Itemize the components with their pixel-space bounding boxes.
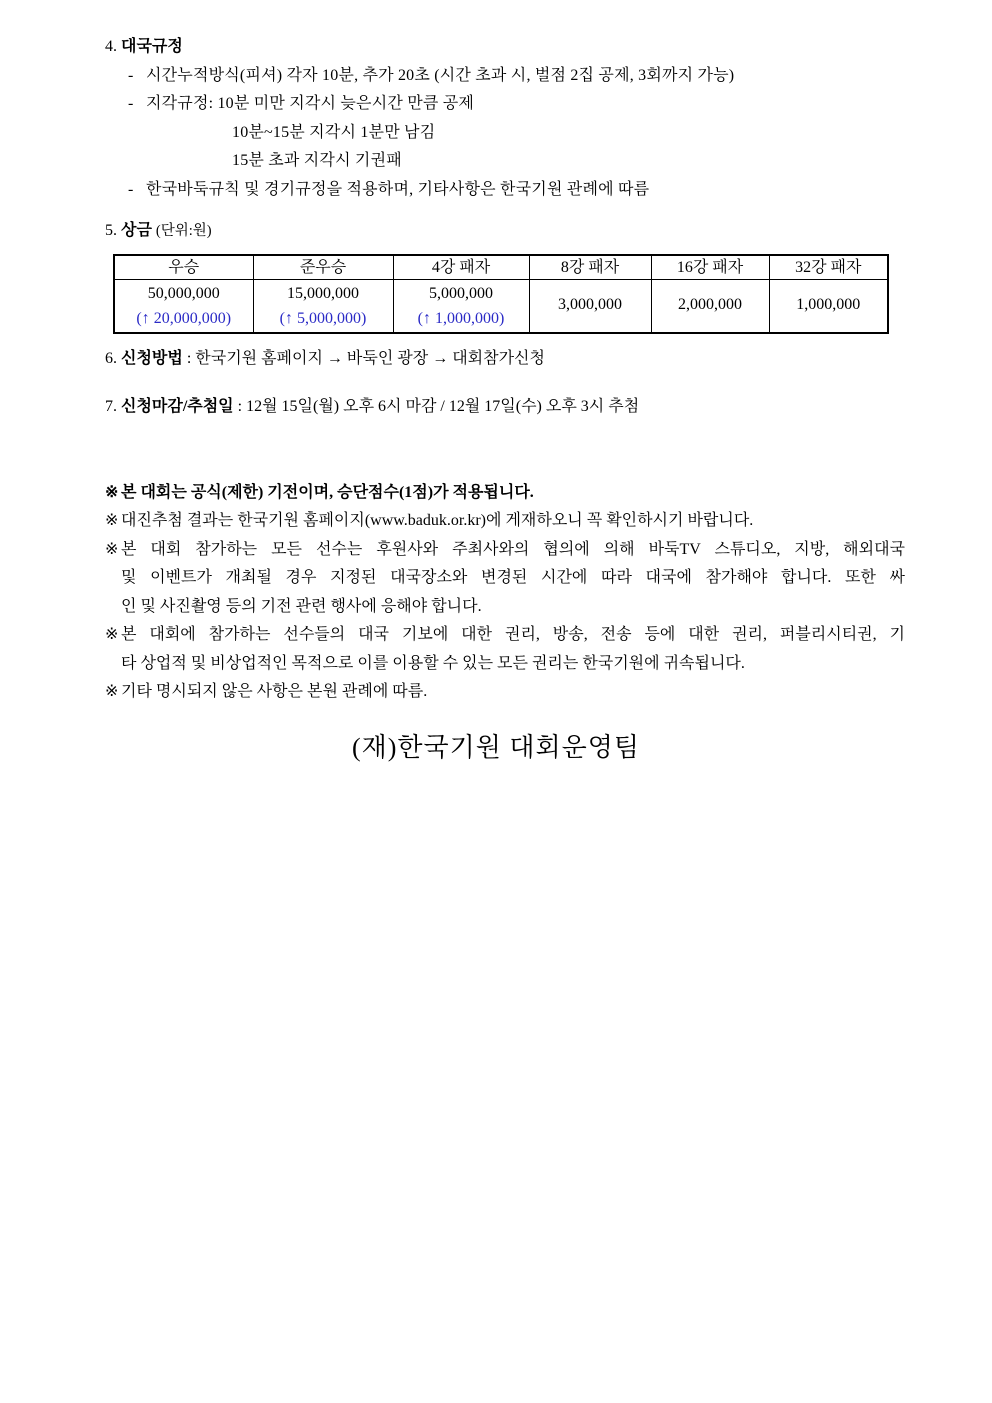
value-cell-quarterfinal-loser bbox=[529, 279, 651, 333]
section-6-separator: : bbox=[186, 349, 192, 367]
section-5-number: 5. bbox=[105, 222, 117, 239]
prize-amount: 2,000,000 bbox=[678, 296, 742, 314]
note-4-line-2: 타 상업적 및 비상업적인 목적으로 이를 이용할 수 있는 모든 권리는 한국기원에 귀속됩니다. bbox=[121, 654, 745, 672]
increase-amount: (↑ 20,000,000) bbox=[136, 309, 232, 327]
section-6-title: 신청방법 bbox=[121, 349, 183, 367]
prize-table-value-row bbox=[114, 279, 888, 333]
note-4-line-1: 본 대회에 참가하는 선수들의 대국 기보에 대한 권리, 방송, 전송 등에 대한 권리, 퍼블리시티권, 기 bbox=[121, 626, 905, 643]
value-cell-winner bbox=[114, 279, 253, 333]
prize-table bbox=[113, 254, 889, 334]
note-marker: ※ bbox=[105, 626, 119, 643]
note-3-line-2: 및 이벤트가 개최될 경우 지정된 대국장소와 변경된 시간에 따라 대국에 참가해야 합니다. 또한 싸 bbox=[121, 569, 905, 586]
section-5-heading bbox=[105, 217, 905, 246]
note-marker: ※ bbox=[105, 512, 119, 529]
header-cell-round32-loser: 32강 패자 bbox=[769, 255, 888, 280]
note-item-5 bbox=[105, 678, 905, 707]
footer-signature: (재)한국기원 대회운영팀 bbox=[352, 732, 640, 762]
section-6-text: 한국기원 홈페이지 → 바둑인 광장 → 대회참가신청 bbox=[195, 349, 545, 367]
rule-bullet-2-cont-1-text: 10분~15분 지각시 1분만 남김 bbox=[232, 123, 436, 141]
rule-bullet-2-cont-2-text: 15분 초과 지각시 기권패 bbox=[232, 152, 402, 169]
section-7-number: 7. bbox=[105, 398, 117, 415]
header-cell-runnerup: 준우승 bbox=[253, 255, 393, 280]
rule-bullet-2 bbox=[105, 90, 905, 119]
section-6-number: 6. bbox=[105, 349, 117, 367]
note-item-4 bbox=[105, 621, 905, 678]
header-cell-quarterfinal-loser: 8강 패자 bbox=[529, 255, 651, 280]
value-cell-semifinal-loser bbox=[393, 279, 529, 333]
note-3-line-3: 인 및 사진촬영 등의 기전 관련 행사에 응해야 합니다. bbox=[121, 597, 482, 615]
prize-amount: 3,000,000 bbox=[558, 296, 622, 314]
section-7-title: 신청마감/추첨일 bbox=[121, 398, 234, 415]
value-cell-runnerup bbox=[253, 279, 393, 333]
section-4-number: 4. bbox=[105, 38, 117, 55]
header-cell-winner: 우승 bbox=[114, 255, 253, 280]
section-7-text: 12월 15일(월) 오후 6시 마감 / 12월 17일(수) 오후 3시 추첨 bbox=[246, 398, 640, 415]
bullet-dash: - bbox=[128, 95, 134, 112]
section-4-title: 대국규정 bbox=[121, 38, 183, 55]
note-1-line-1: 본 대회는 공식(제한) 기전이며, 승단점수(1점)가 적용됩니다. bbox=[121, 483, 534, 501]
notes-block bbox=[105, 479, 905, 707]
note-2-line-1: 대진추첨 결과는 한국기원 홈페이지(www.baduk.or.kr)에 게재하오니 꼭 확인하시기 바랍니다. bbox=[121, 512, 754, 529]
increase-amount: (↑ 1,000,000) bbox=[417, 309, 505, 327]
bullet-dash: - bbox=[128, 66, 134, 84]
rule-bullet-1 bbox=[105, 62, 905, 91]
prize-table-header-row bbox=[114, 255, 888, 280]
header-cell-semifinal-loser: 4강 패자 bbox=[393, 255, 529, 280]
increase-amount: (↑ 5,000,000) bbox=[279, 309, 367, 327]
prize-amount: 50,000,000 bbox=[147, 284, 220, 302]
section-4-heading bbox=[105, 33, 905, 62]
header-cell-round16-loser: 16강 패자 bbox=[651, 255, 769, 280]
note-marker: ※ bbox=[105, 683, 119, 700]
note-5-line-1: 기타 명시되지 않은 사항은 본원 관례에 따름. bbox=[121, 683, 428, 700]
rule-bullet-3-text: 한국바둑규칙 및 경기규정을 적용하며, 기타사항은 한국기원 관례에 따름 bbox=[146, 180, 650, 198]
section-7-heading bbox=[105, 393, 905, 422]
note-item-3 bbox=[105, 536, 905, 622]
rule-bullet-2-text: 지각규정: 10분 미만 지각시 늦은시간 만큼 공제 bbox=[146, 95, 475, 112]
note-marker: ※ bbox=[105, 540, 119, 558]
prize-amount: 15,000,000 bbox=[287, 284, 359, 302]
section-5-title: 상금 bbox=[121, 222, 152, 239]
note-item-2 bbox=[105, 507, 905, 536]
note-item-1 bbox=[105, 479, 905, 508]
prize-amount: 5,000,000 bbox=[429, 284, 493, 302]
section-6-heading bbox=[105, 345, 905, 374]
prize-unit-note: (단위:원) bbox=[155, 223, 212, 239]
note-marker: ※ bbox=[105, 483, 119, 501]
bullet-dash: - bbox=[128, 180, 134, 198]
value-cell-round16-loser bbox=[651, 279, 769, 333]
section-7-separator: : bbox=[237, 398, 243, 415]
rule-bullet-2-cont-1 bbox=[232, 119, 905, 148]
rule-bullet-2-cont-2 bbox=[232, 147, 905, 176]
rule-bullet-1-text: 시간누적방식(피셔) 각자 10분, 추가 20초 (시간 초과 시, 벌점 2집 공제, 3회까지 가능) bbox=[146, 66, 735, 84]
rule-bullet-3 bbox=[105, 176, 905, 205]
prize-amount: 1,000,000 bbox=[796, 296, 861, 314]
value-cell-round32-loser bbox=[769, 279, 888, 333]
note-3-line-1: 본 대회 참가하는 모든 선수는 후원사와 주최사와의 협의에 의해 바둑TV 스튜디오, 지방, 해외대국 bbox=[121, 540, 905, 558]
